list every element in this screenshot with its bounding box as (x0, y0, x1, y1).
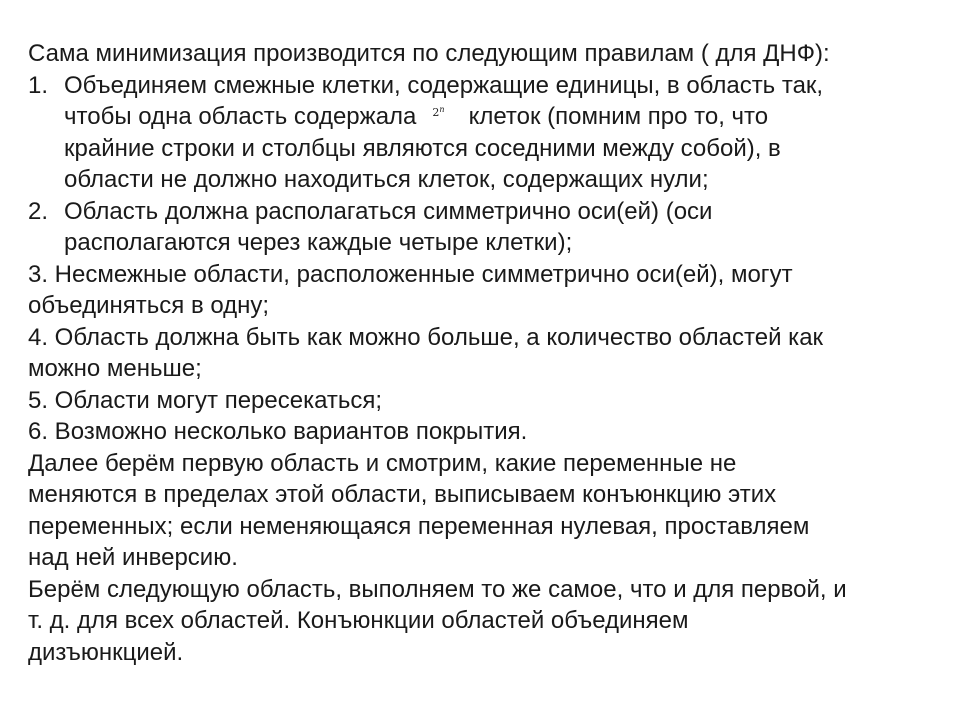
rule-line: Область должна располагаться симметрично оси(ей) (оси (64, 197, 713, 225)
paragraph-line: объединяться в одну; (28, 292, 270, 319)
rule-number: 2. (28, 197, 49, 225)
rule-line (64, 101, 924, 133)
paragraph-line: Далее берём первую область и смотрим, какие переменные не (28, 449, 737, 477)
paragraph-line: переменных; если неменяющаяся переменная нулевая, проставляем (28, 512, 810, 540)
rule-line: крайние строки и столбцы являются соседними между собой), в (64, 134, 781, 162)
rule-body (64, 70, 924, 196)
formula-exponent: n (439, 105, 445, 114)
paragraph-line: 3. Несмежные области, расположенные симметрично оси(ей), могут (28, 260, 793, 288)
paragraph-line: меняются в пределах этой области, выписываем конъюнкцию этих (28, 481, 777, 508)
power-formula (432, 104, 444, 118)
paragraph-line: над ней инверсию. (28, 544, 238, 571)
paragraph-line: Берём следующую область, выполняем то же самое, что и для первой, и (28, 575, 847, 603)
paragraph-line: 5. Области могут пересекаться; (28, 386, 383, 414)
rule-line-text: чтобы одна область содержала (64, 103, 417, 130)
paragraph-line: дизъюнкцией. (28, 638, 184, 666)
rule-line-text: клеток (помним про то, что (468, 103, 769, 130)
paragraph-line: 4. Область должна быть как можно больше, а количество областей как (28, 323, 824, 351)
rule-1 (28, 70, 943, 196)
rule-2 (28, 196, 943, 259)
formula-base: 2 (432, 106, 440, 119)
rule-body (64, 196, 924, 259)
rule-line: Объединяем смежные клетки, содержащие единицы, в область так, (64, 71, 824, 99)
rule-line: располагаются через каждые четыре клетки); (64, 229, 573, 256)
paragraph-line: т. д. для всех областей. Конъюнкции областей объединяем (28, 607, 689, 634)
intro-line: Сама минимизация производится по следующим правилам ( для ДНФ): (28, 40, 830, 67)
slide-text (28, 38, 943, 668)
paragraph-line: можно меньше; (28, 355, 202, 382)
paragraph-line: 6. Возможно несколько вариантов покрытия. (28, 418, 528, 445)
rule-line: области не должно находиться клеток, содержащих нули; (64, 166, 709, 193)
rule-number: 1. (28, 71, 49, 99)
